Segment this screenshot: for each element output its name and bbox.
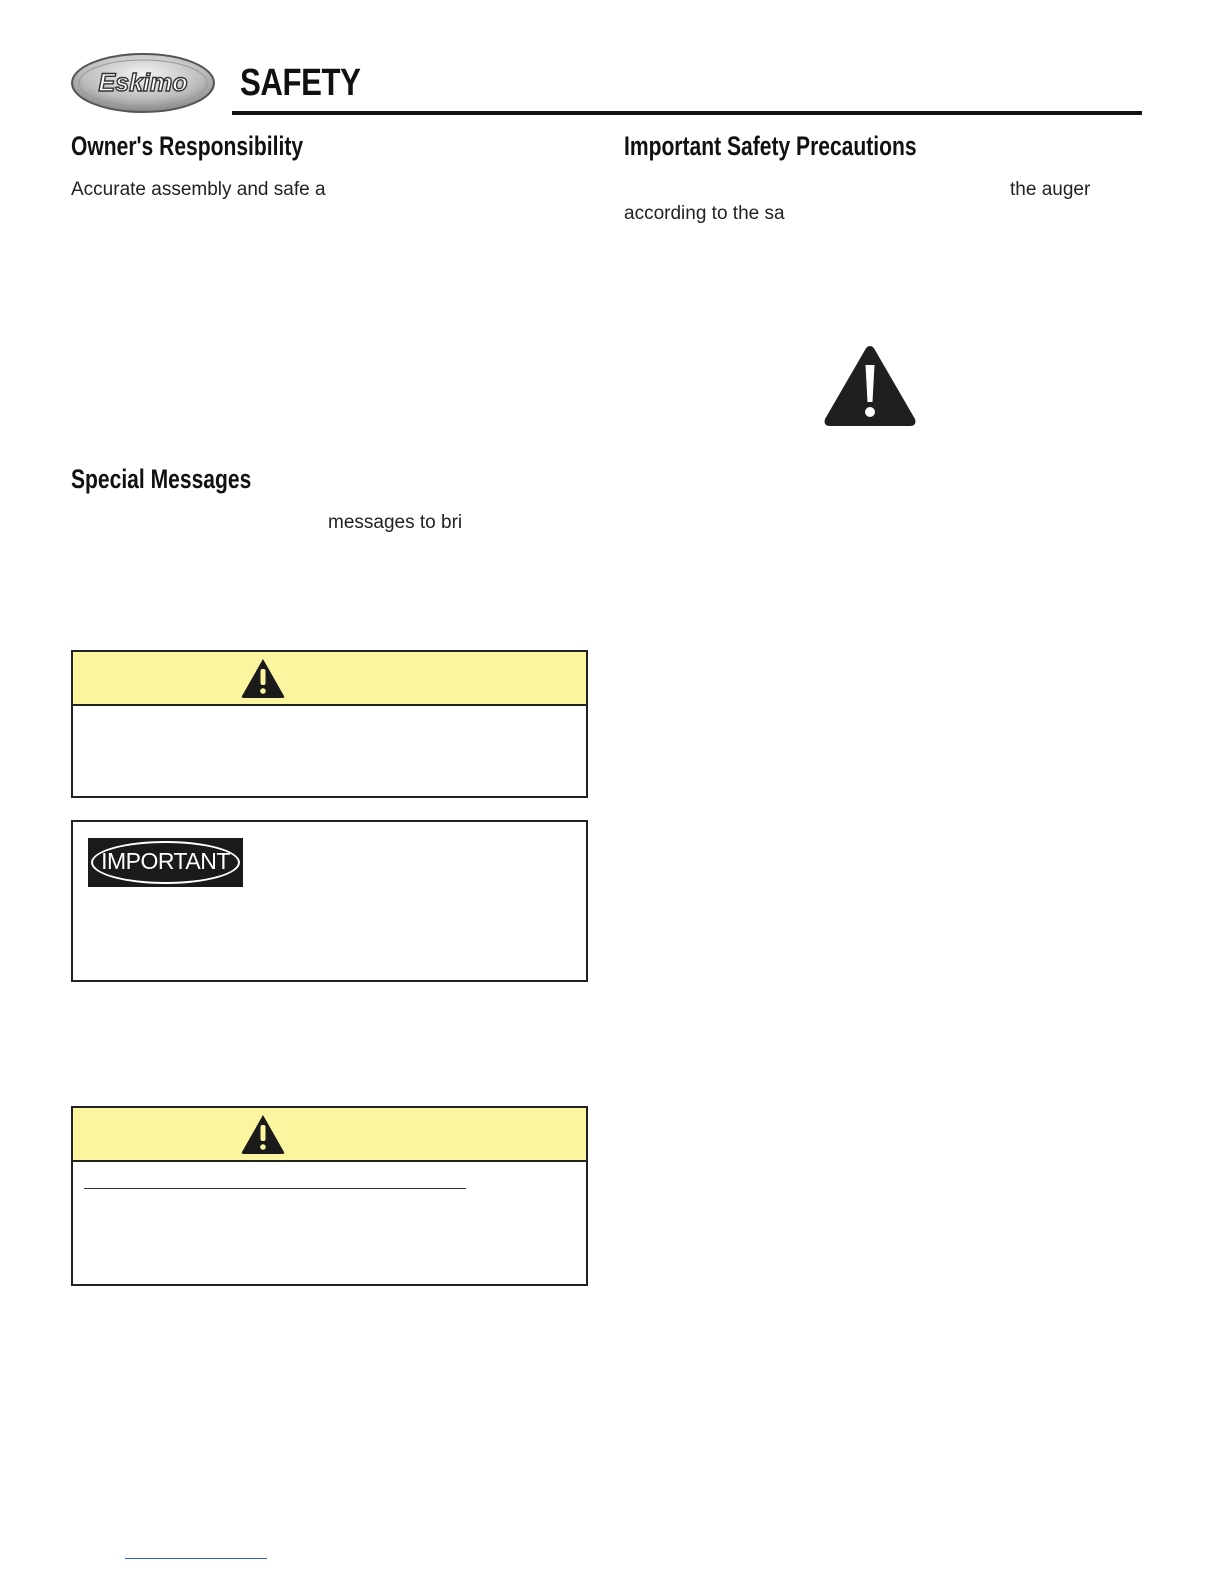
warning-box <box>71 650 588 798</box>
footer-link-underline[interactable] <box>125 1558 267 1559</box>
warning-box-2 <box>71 1106 588 1286</box>
precautions-text-line-2: according to the sa <box>624 203 785 224</box>
important-badge-label: IMPORTANT <box>101 848 230 874</box>
warning-box-2-header <box>73 1108 586 1162</box>
warning-box-header <box>73 652 586 706</box>
logo-text: Eskimo <box>98 69 188 97</box>
important-safety-precautions-heading: Important Safety Precautions <box>624 131 917 161</box>
large-warning-triangle-icon <box>822 343 918 429</box>
page-title: SAFETY <box>240 62 361 104</box>
title-rule <box>232 111 1142 115</box>
special-messages-heading: Special Messages <box>71 464 252 494</box>
important-box <box>71 820 588 982</box>
owners-responsibility-heading: Owner's Responsibility <box>71 131 304 161</box>
precautions-text-line-1: the auger <box>1010 179 1091 200</box>
warning-triangle-icon <box>240 1113 286 1155</box>
special-messages-text: messages to bri <box>328 512 463 533</box>
important-badge <box>88 838 243 887</box>
owners-responsibility-text: Accurate assembly and safe a <box>71 179 326 200</box>
eskimo-logo <box>70 52 216 114</box>
warning-underline <box>84 1188 466 1189</box>
warning-triangle-icon <box>240 657 286 699</box>
